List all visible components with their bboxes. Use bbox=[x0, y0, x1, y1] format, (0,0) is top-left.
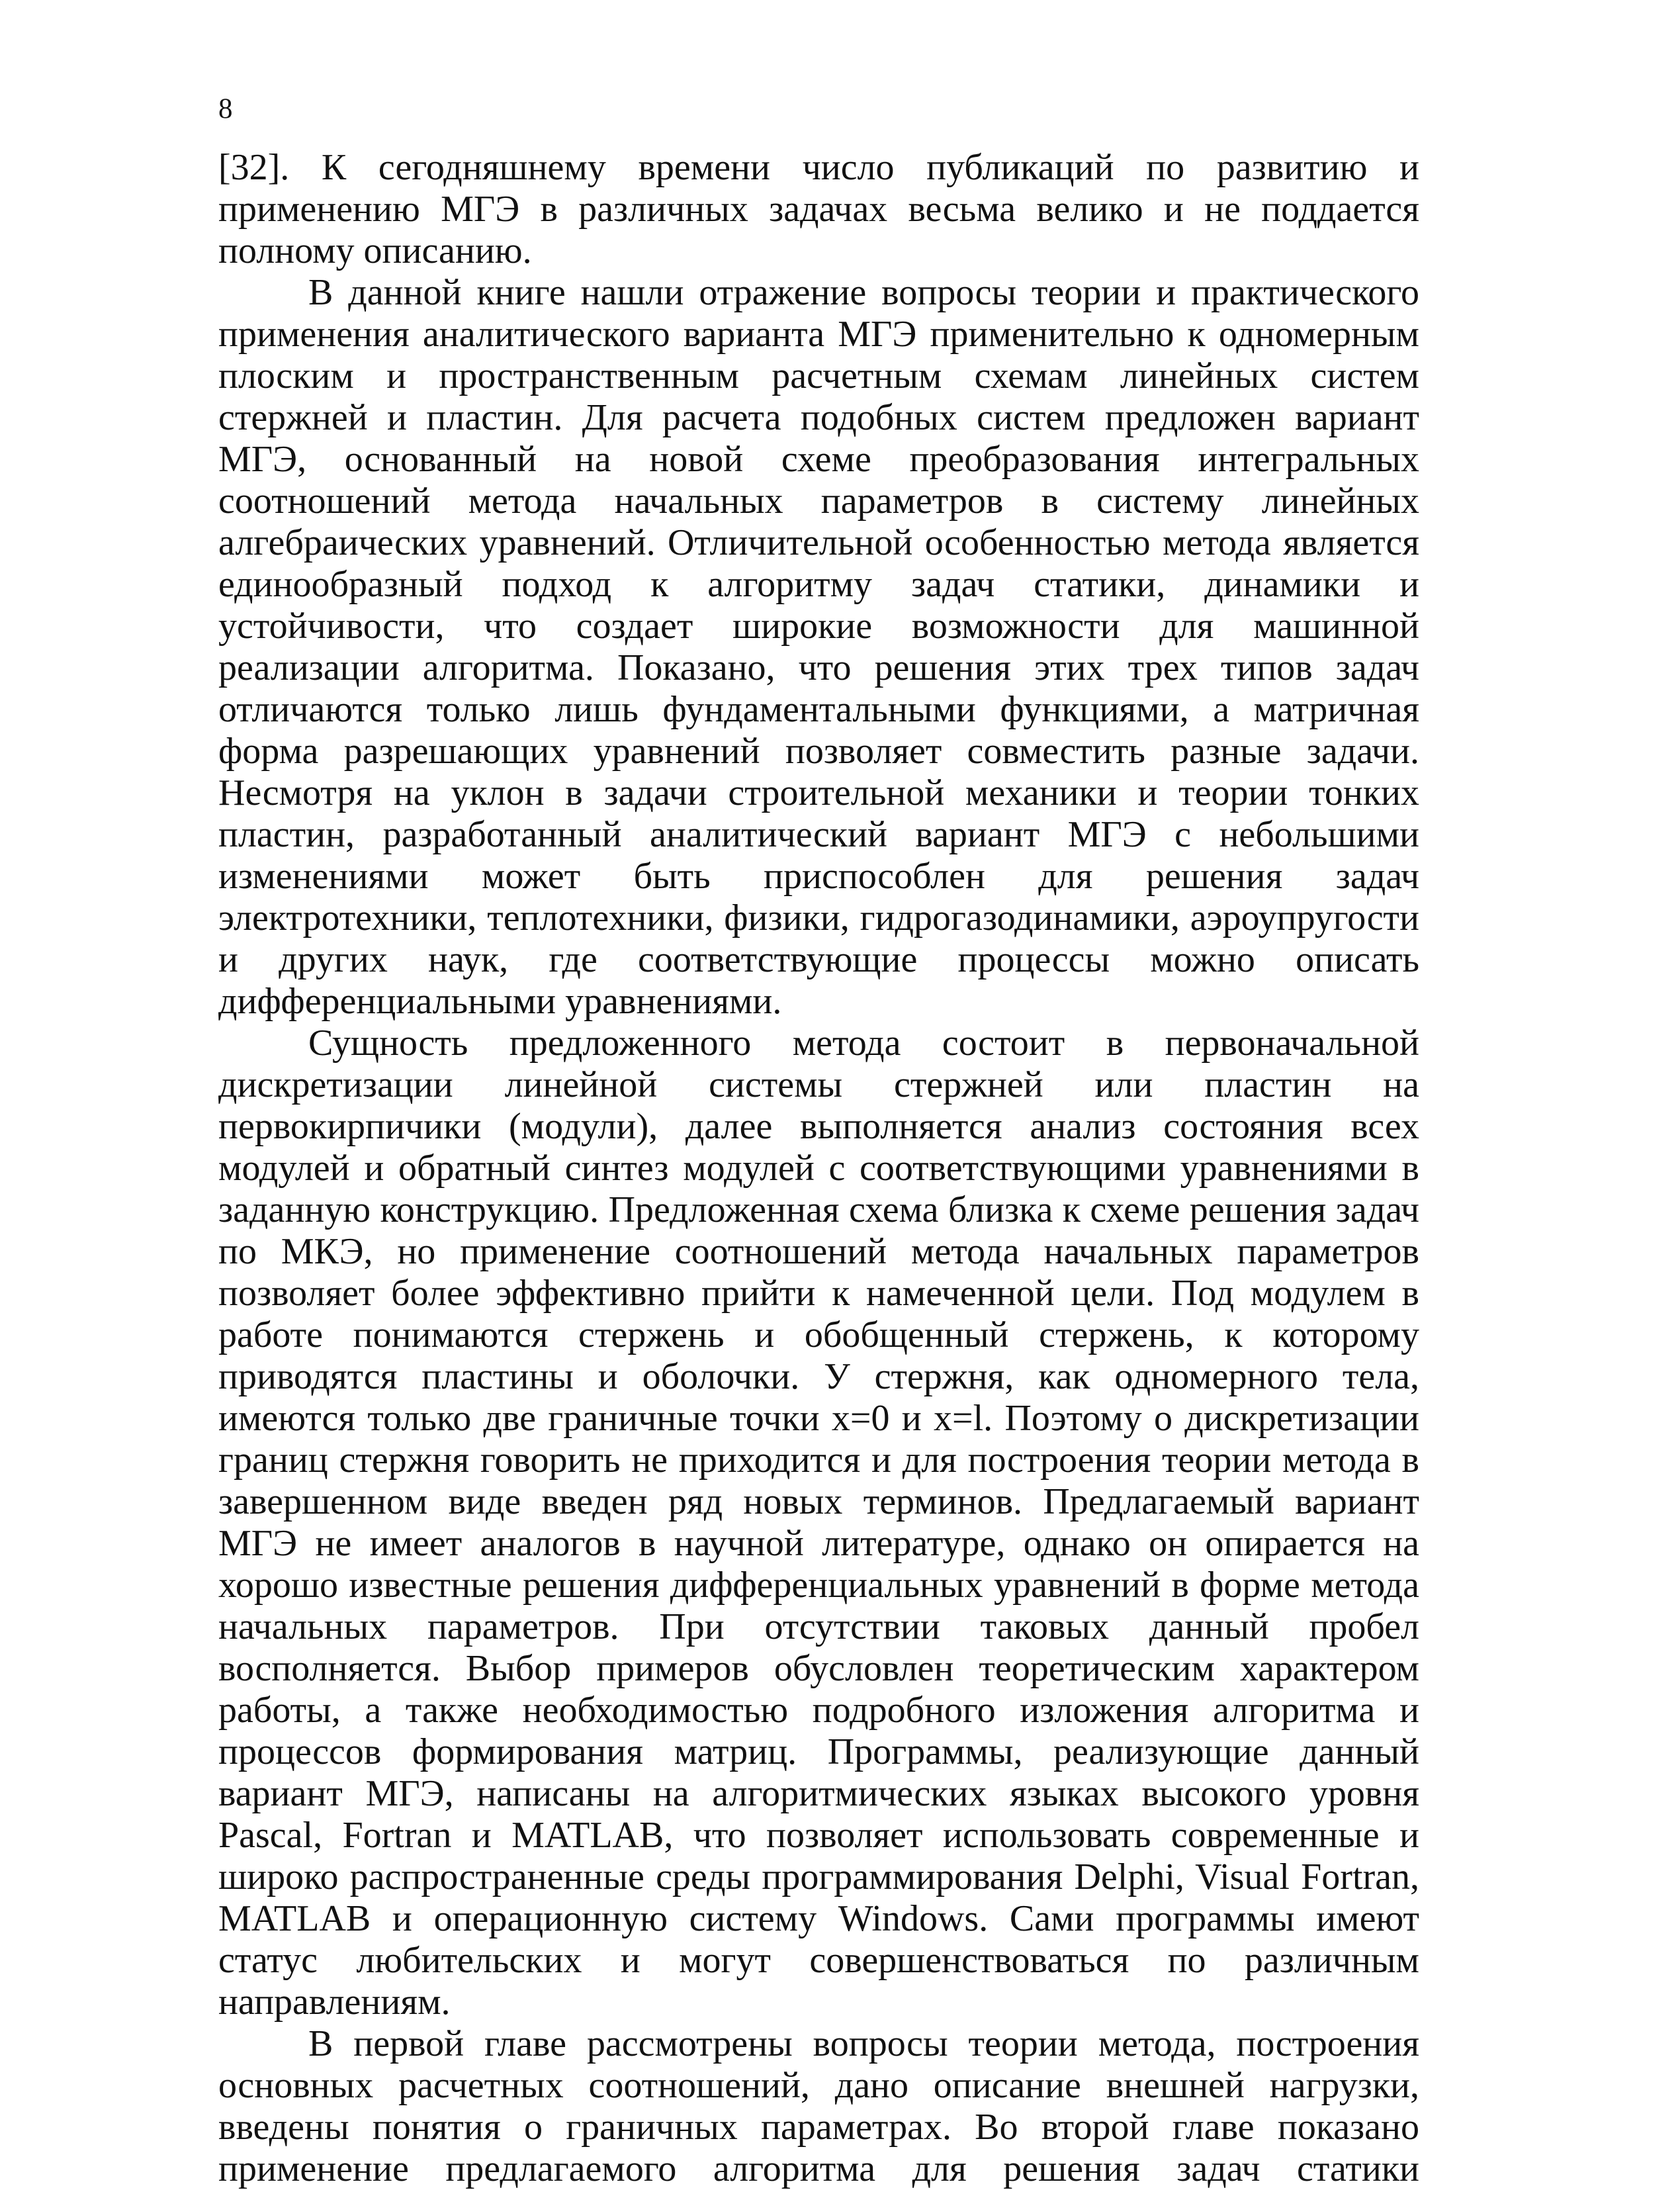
page-number: 8 bbox=[218, 93, 233, 124]
paragraph-method-essence: Сущность предложенного метода состоит в первоначальной дискретизации линейной системы стержней или пластин на первокирпичики (модули), далее выполняется анализ состояния всех модулей и обратный синтез модулей с соответствующими уравнениями в заданную конструкцию. Предложенная схема близка к схеме решения задач по МКЭ, но применение соотношений метода начальных параметров позволяет более эффективно прийти к намеченной цели. Под модулем в работе понимаются стержень и обобщенный стержень, к которому приводятся пластины и оболочки. У стержня, как одномерного тела, имеются только две граничные точки x=0 и x=l. Поэтому о дискретизации границ стержня говорить не приходится и для построения теории метода в завершенном виде введен ряд новых терминов. Предлагаемый вариант МГЭ не имеет аналогов в научной литературе, однако он опирается на хорошо известные решения дифференциальных уравнений в форме метода начальных параметров. При отсутствии таковых данный пробел восполняется. Выбор примеров обусловлен теоретическим характером работы, а также необходимостью подробного изложения алгоритма и процессов формирования матриц. Программы, реализующие данный вариант МГЭ, написаны на алгоритмических языках высокого уровня Pascal, Fortran и MATLAB, что позволяет использовать современные и широко распространенные среды программирования Delphi, Visual Fortran, MATLAB и операционную систему Windows. Сами программы имеют статус любительских и могут совершенствоваться по различным направлениям. bbox=[218, 1023, 1420, 2023]
paragraph-book-overview: В данной книге нашли отражение вопросы теории и практического применения аналитического варианта МГЭ применительно к одномерным плоским и пространственным расчетным схемам линейных систем стержней и пластин. Для расчета подобных систем предложен вариант МГЭ, основанный на новой схеме преобразования интегральных соотношений метода начальных параметров в систему линейных алгебраических уравнений. Отличительной особенностью метода является единообразный подход к алгоритму задач статики, динамики и устойчивости, что создает широкие возможности для машинной реализации алгоритма. Показано, что решения этих трех типов задач отличаются только лишь фундаментальными функциями, а матричная форма разрешающих уравнений позволяет совместить разные задачи. Несмотря на уклон в задачи строительной механики и теории тонких пластин, разработанный аналитический вариант МГЭ с небольшими изменениями может быть приспособлен для решения задач электротехники, теплотехники, физики, гидрогазодинамики, аэроупругости и других наук, где соответствующие процессы можно описать дифференциальными уравнениями. bbox=[218, 272, 1419, 1022]
paragraph-chapter-outline: В первой главе рассмотрены вопросы теории метода, построения основных расчетных соотношений, дано описание внешней нагрузки, введены понятия о граничных параметрах. Во второй главе показано применение предлагаемого алгоритма для решения задач статики bbox=[218, 2023, 1419, 2189]
body-text bbox=[218, 147, 1419, 2190]
paragraph-intro-continuation: [32]. К сегодняшнему времени число публикаций по развитию и применению МГЭ в различных задачах весьма велико и не поддается полному описанию. bbox=[218, 147, 1419, 271]
